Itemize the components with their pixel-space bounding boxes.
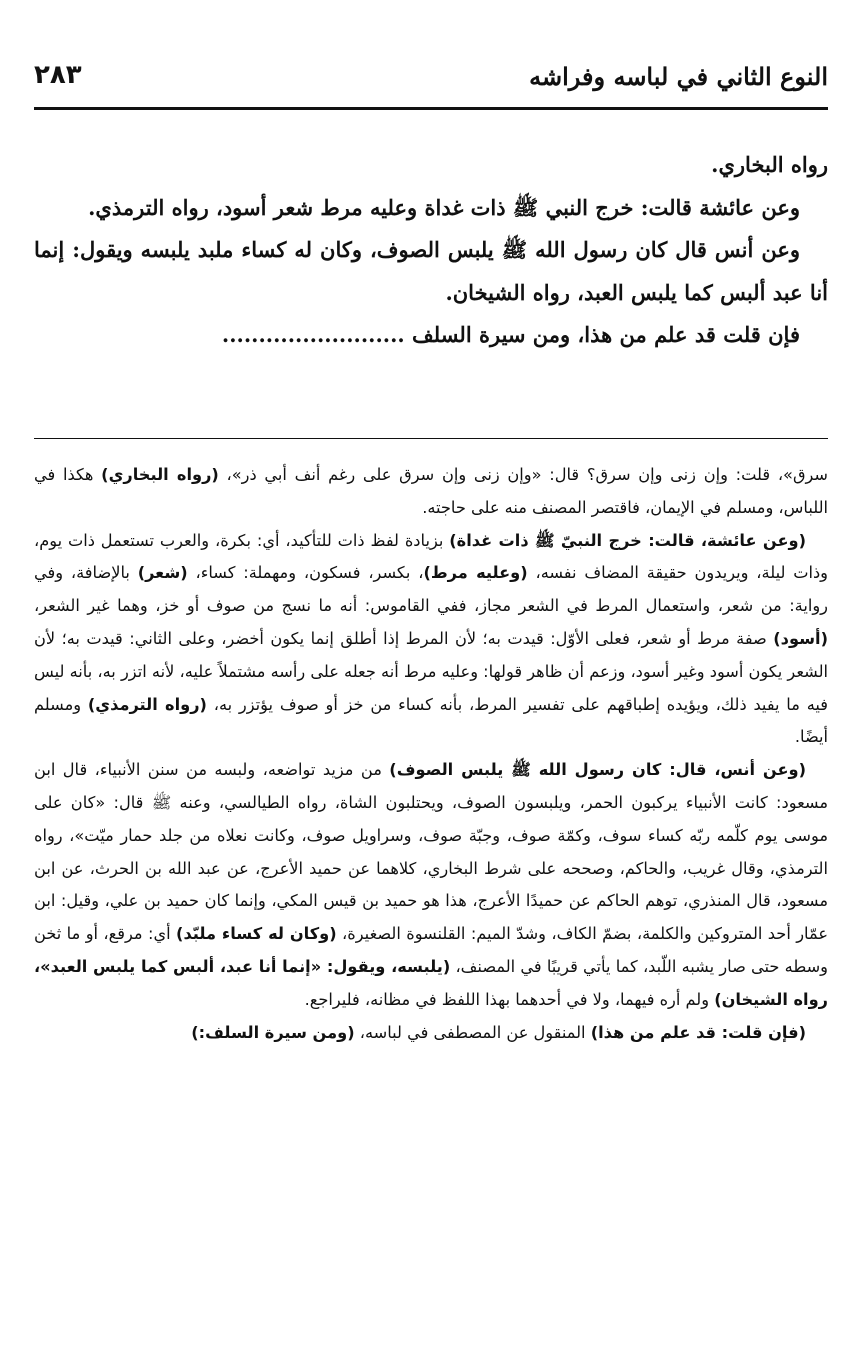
commentary-quote: (شعر) — [137, 563, 188, 583]
running-header — [34, 58, 828, 102]
commentary-text: ومسلم أيضًا. — [34, 694, 828, 747]
commentary-quote: (رواه البخاري) — [101, 465, 219, 484]
commentary-text: سرق»، قلت: وإن زنى وإن سرق؟ قال: «وإن زنى وإن سرق على رغم أنف أبي ذر»، — [218, 465, 829, 484]
commentary-text: بزيادة لفظ ذات للتأكيد، أي: بكرة، والعرب تستعمل ذات يوم، وذات ليلة، ويريدون حقيقة المضاف نفسه، — [34, 530, 828, 583]
commentary-text: المنقول عن المصطفى في لباسه، — [354, 1022, 591, 1042]
commentary-quote: (أسود) — [773, 628, 828, 648]
commentary-quote: (يلبسه، ويقول: «إنما أنا عبد، ألبس كما يلبس العبد»، رواه الشيخان) — [34, 956, 828, 1009]
commentary-paragraph — [34, 525, 828, 755]
commentary — [34, 459, 828, 1049]
matn-paragraph: وعن عائشة قالت: خرج النبي ﷺ ذات غداة وعليه مرط شعر أسود، رواه الترمذي. — [88, 194, 800, 220]
commentary-text: من مزيد تواضعه، ولبسه من سنن الأنبياء، قال ابن مسعود: كانت الأنبياء يركبون الحمر، ويلبسون الصوف، ويحتلبون الشاة، رواه الطيالسي، وعنه ﷺ قال: «كان على موسى يوم كلّمه ربّه كساء سوف، وكمّة صوف، وجبّة صوف، وسراويل صوف، وكانت نعلاه من جلد حمار ميّت»، رواه الترمذي، وقال غريب، والحاكم، وصححه على شرط البخاري، كلاهما عن حميد الأعرج، عن عبد الله بن الحرث، عن ابن مسعود، قال المنذري، توهم الحاكم عن حميدًا الأعرج، هذا هو حميد بن قيس المكي، وإنما كان حميد بن علي، وقيل: ابن عمّار أحد المتروكين والكلمة، بضمّ الكاف، وشدّ الميم: القلنسوة الصغيرة، — [34, 760, 828, 944]
commentary-quote: (فإن قلت: قد علم من هذا) — [590, 1022, 806, 1042]
commentary-quote: (وعن أنس، قال: كان رسول الله ﷺ يلبس الصوف) — [389, 760, 806, 780]
header-rule — [34, 107, 828, 110]
commentary-text: بالإضافة، وفي رواية: من شعر، واستعمال المرط في الشعر مجاز، ففي القاموس: أنه ما نسج من صوف أو خز، وهما غير الشعر، — [34, 563, 828, 616]
commentary-text: أي: مرقع، أو ما ثخن وسطه حتى صار يشبه اللّبد، كما يأتي قريبًا في المصنف، — [34, 924, 828, 976]
matn-paragraph: وعن أنس قال كان رسول الله ﷺ يلبس الصوف، وكان له كساء ملبد يلبسه ويقول: إنما أنا عبد ألبس كما يلبس العبد، رواه الشيخان. — [34, 237, 828, 305]
commentary-quote: (وعن عائشة، قالت: خرج النبيّ ﷺ ذات غداة) — [449, 530, 806, 550]
commentary-paragraph — [34, 1017, 828, 1050]
footnote-separator — [34, 438, 828, 439]
chapter-title: النوع الثاني في لباسه وفراشه — [529, 62, 828, 91]
commentary-text: صفة مرط أو شعر، فعلى الأوّل: قيدت به؛ لأن المرط إذا أطلق إنما يكون أخضر، وعلى الثاني: قيدت به؛ لأن الشعر يكون أسود وغير أسود، وزعم أن ظاهر قولها: وعليه مرط أنه جعله على رأسه مشتملاً عليه، لأنه اتزر به، بأنه ليس فيه ما يفيد ذلك، ويؤيده إطباقهم على تفسير المرط، بأنه كساء من خز أو صوف يؤتزر به، — [34, 628, 828, 714]
commentary-paragraph — [34, 754, 828, 1016]
matn-paragraph: فإن قلت قد علم من هذا، ومن سيرة السلف ......................... — [221, 322, 800, 347]
matn-paragraph: رواه البخاري. — [711, 152, 828, 177]
commentary-quote: (وكان له كساء ملبّد) — [176, 924, 337, 944]
page-number: ٢٨٣ — [34, 60, 82, 90]
commentary-quote: (ومن سيرة السلف:) — [191, 1022, 355, 1042]
commentary-text: ولم أره فيهما، ولا في أحدهما بهذا اللفظ في مظانه، فليراجع. — [304, 989, 715, 1009]
commentary-paragraph — [34, 459, 828, 525]
commentary-text: ، بكسر، فسكون، ومهملة: كساء، — [187, 563, 424, 583]
commentary-text: هكذا في اللباس، ومسلم في الإيمان، فاقتصر المصنف منه على حاجته. — [34, 465, 828, 517]
main-text — [34, 144, 828, 357]
commentary-quote: (رواه الترمذي) — [87, 694, 207, 714]
commentary-quote: (وعليه مرط) — [423, 563, 528, 583]
